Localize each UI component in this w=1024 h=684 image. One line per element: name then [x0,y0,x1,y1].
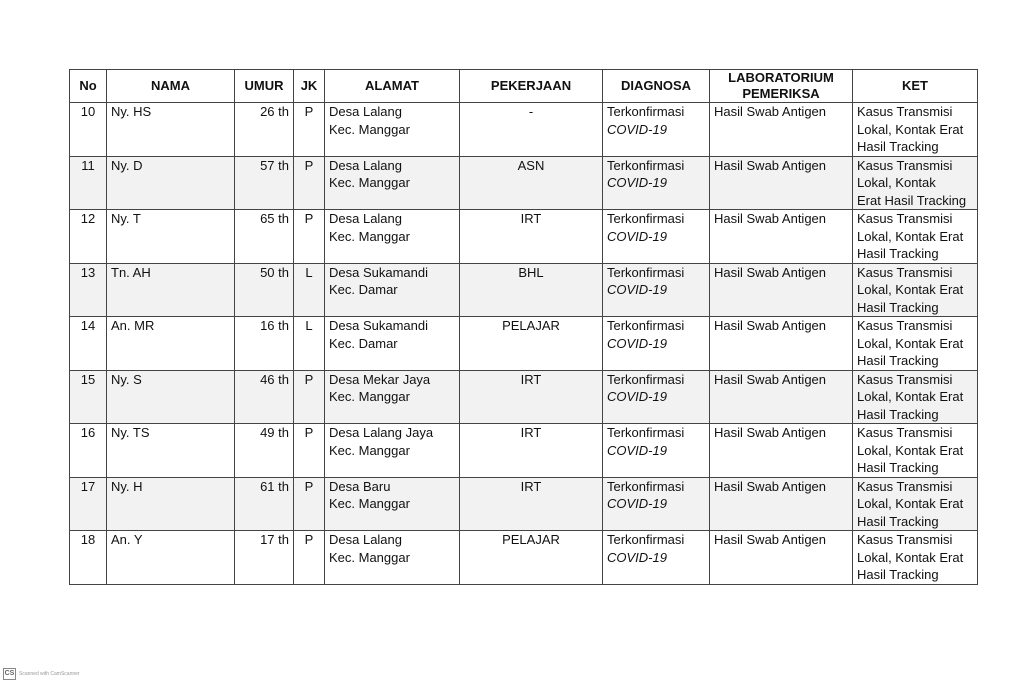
cell-jk: P [294,156,325,210]
header-umur: UMUR [235,70,294,103]
cell-alamat-line: Kec. Manggar [329,228,410,244]
cell-no: 11 [70,156,107,210]
cell-laboratorium: Hasil Swab Antigen [710,531,853,585]
cell-diagnosa [603,317,710,371]
cell-ket [853,424,978,478]
cell-diagnosa-line: COVID-19 [607,335,667,351]
cell-pekerjaan: BHL [460,263,603,317]
cell-pekerjaan: - [460,103,603,157]
cell-alamat-line: Kec. Manggar [329,549,410,565]
header-pekerjaan: PEKERJAAN [460,70,603,103]
cell-alamat [325,531,460,585]
cell-diagnosa [603,370,710,424]
cell-alamat-line: Desa Lalang Jaya [329,425,434,440]
cell-no: 13 [70,263,107,317]
cell-ket-line: Hasil Tracking [857,513,939,529]
cell-ket-line: Lokal, Kontak Erat [857,282,964,297]
cell-alamat-line: Desa Sukamandi [329,318,428,333]
cell-alamat [325,210,460,264]
scanner-watermark [3,668,80,680]
cell-ket-line: Kasus Transmisi [857,532,953,547]
table-row [70,317,978,371]
cell-ket-line: Lokal, Kontak [857,175,936,190]
cell-nama: Tn. AH [107,263,235,317]
cell-jk: P [294,370,325,424]
header-nama: NAMA [107,70,235,103]
cell-ket [853,370,978,424]
cell-ket-line: Lokal, Kontak Erat [857,121,964,137]
cell-laboratorium: Hasil Swab Antigen [710,477,853,531]
cell-jk: P [294,103,325,157]
cell-alamat-line: Desa Sukamandi [329,264,428,280]
cell-nama: Ny. TS [107,424,235,478]
table-row [70,424,978,478]
watermark-text: Scanned with CamScanner [19,671,80,677]
cell-ket-line: Lokal, Kontak Erat [857,335,964,351]
cell-umur: 17 th [235,531,294,585]
cell-umur: 16 th [235,317,294,371]
cell-jk: L [294,263,325,317]
cell-diagnosa-line: Terkonfirmasi [607,532,685,547]
cell-ket [853,263,978,317]
cell-pekerjaan: IRT [460,370,603,424]
cell-laboratorium: Hasil Swab Antigen [710,370,853,424]
cell-diagnosa-line: Terkonfirmasi [607,211,685,226]
cell-alamat-line: Kec. Manggar [329,442,410,458]
cell-ket-line: Kasus Transmisi [857,478,953,494]
cell-diagnosa-line: Terkonfirmasi [607,157,685,173]
cell-ket-line: Hasil Tracking [857,353,939,368]
cell-umur: 46 th [235,370,294,424]
table-row [70,210,978,264]
cell-ket [853,156,978,210]
camscanner-icon: CS [3,668,16,680]
cell-diagnosa-line: Terkonfirmasi [607,318,685,333]
cell-diagnosa [603,531,710,585]
cell-diagnosa [603,210,710,264]
cell-ket-line: Lokal, Kontak Erat [857,496,964,511]
cell-ket-line: Hasil Tracking [857,406,939,422]
cell-pekerjaan: IRT [460,210,603,264]
cell-ket-line: Kasus Transmisi [857,425,953,440]
cell-umur: 65 th [235,210,294,264]
cell-alamat [325,263,460,317]
cell-pekerjaan: PELAJAR [460,531,603,585]
cell-diagnosa-line: COVID-19 [607,282,667,297]
cell-laboratorium: Hasil Swab Antigen [710,317,853,371]
cell-alamat-line: Kec. Manggar [329,121,410,137]
cell-ket-line: Kasus Transmisi [857,318,953,333]
header-alamat: ALAMAT [325,70,460,103]
cell-diagnosa-line: COVID-19 [607,389,667,404]
cell-ket [853,317,978,371]
cell-jk: L [294,317,325,371]
cell-ket-line: Lokal, Kontak Erat [857,389,964,404]
cell-alamat-line: Kec. Manggar [329,175,410,190]
cell-ket-line: Kasus Transmisi [857,104,953,119]
cell-diagnosa-line: COVID-19 [607,442,667,458]
cell-alamat-line: Kec. Damar [329,335,398,351]
cell-diagnosa-line: COVID-19 [607,228,667,244]
cell-alamat-line: Desa Lalang [329,104,402,119]
cell-no: 10 [70,103,107,157]
cell-pekerjaan: IRT [460,477,603,531]
header-jk: JK [294,70,325,103]
header-no: No [70,70,107,103]
cell-alamat [325,317,460,371]
cell-ket-line: Lokal, Kontak Erat [857,549,964,565]
cell-ket [853,477,978,531]
cell-laboratorium: Hasil Swab Antigen [710,263,853,317]
cell-alamat-line: Desa Baru [329,478,391,494]
cell-ket-line: Kasus Transmisi [857,211,953,226]
cell-alamat [325,477,460,531]
cell-diagnosa [603,477,710,531]
cell-diagnosa-line: Terkonfirmasi [607,478,685,494]
cell-diagnosa [603,424,710,478]
cell-jk: P [294,477,325,531]
cell-nama: Ny. S [107,370,235,424]
table-row [70,263,978,317]
header-diagnosa: DIAGNOSA [603,70,710,103]
cell-nama: Ny. H [107,477,235,531]
cell-nama: Ny. D [107,156,235,210]
cell-alamat [325,424,460,478]
cell-laboratorium: Hasil Swab Antigen [710,156,853,210]
cell-pekerjaan: ASN [460,156,603,210]
cell-nama: An. MR [107,317,235,371]
cell-no: 15 [70,370,107,424]
cell-diagnosa [603,156,710,210]
cell-pekerjaan: IRT [460,424,603,478]
cell-nama: Ny. HS [107,103,235,157]
cell-ket-line: Lokal, Kontak Erat [857,228,964,244]
cell-diagnosa-line: Terkonfirmasi [607,371,685,387]
cell-diagnosa-line: COVID-19 [607,121,667,137]
cell-alamat-line: Desa Lalang [329,157,402,173]
cell-nama: An. Y [107,531,235,585]
cell-umur: 49 th [235,424,294,478]
cell-alamat-line: Kec. Manggar [329,389,410,404]
cell-alamat [325,103,460,157]
cell-diagnosa [603,263,710,317]
table-row [70,531,978,585]
cell-no: 14 [70,317,107,371]
cell-ket-line: Hasil Tracking [857,246,939,261]
cell-alamat-line: Desa Mekar Jaya [329,371,431,387]
table-body [70,103,978,585]
cell-laboratorium: Hasil Swab Antigen [710,424,853,478]
cell-umur: 61 th [235,477,294,531]
header-row [70,70,978,103]
cell-diagnosa-line: Terkonfirmasi [607,264,685,280]
cell-no: 17 [70,477,107,531]
cell-laboratorium: Hasil Swab Antigen [710,210,853,264]
table-row [70,370,978,424]
cell-jk: P [294,424,325,478]
cell-ket-line: Erat Hasil Tracking [857,192,967,208]
cell-umur: 50 th [235,263,294,317]
cell-ket-line: Hasil Tracking [857,460,939,475]
cell-ket-line: Hasil Tracking [857,567,939,582]
cell-diagnosa-line: COVID-19 [607,175,667,190]
header-ket: KET [853,70,978,103]
cell-jk: P [294,210,325,264]
table-row [70,477,978,531]
cell-umur: 26 th [235,103,294,157]
cell-alamat-line: Desa Lalang [329,211,402,226]
cell-ket-line: Kasus Transmisi [857,264,953,280]
cell-diagnosa-line: COVID-19 [607,549,667,565]
cell-ket-line: Lokal, Kontak Erat [857,442,964,458]
cell-diagnosa-line: COVID-19 [607,496,667,511]
cell-nama: Ny. T [107,210,235,264]
case-table [69,69,978,585]
cell-alamat-line: Kec. Manggar [329,496,410,511]
cell-umur: 57 th [235,156,294,210]
cell-ket-line: Kasus Transmisi [857,371,953,387]
table-row [70,156,978,210]
cell-ket [853,210,978,264]
cell-ket [853,531,978,585]
cell-diagnosa [603,103,710,157]
cell-alamat [325,370,460,424]
cell-pekerjaan: PELAJAR [460,317,603,371]
cell-jk: P [294,531,325,585]
cell-diagnosa-line: Terkonfirmasi [607,425,685,440]
cell-no: 16 [70,424,107,478]
cell-ket-line: Kasus Transmisi [857,157,953,173]
cell-ket [853,103,978,157]
cell-alamat-line: Kec. Damar [329,282,398,297]
cell-ket-line: Hasil Tracking [857,139,939,154]
cell-laboratorium: Hasil Swab Antigen [710,103,853,157]
table-row [70,103,978,157]
cell-alamat [325,156,460,210]
cell-ket-line: Hasil Tracking [857,299,939,315]
cell-alamat-line: Desa Lalang [329,532,402,547]
cell-diagnosa-line: Terkonfirmasi [607,104,685,119]
cell-no: 12 [70,210,107,264]
cell-no: 18 [70,531,107,585]
header-laboratorium: LABORATORIUM PEMERIKSA [710,70,853,103]
